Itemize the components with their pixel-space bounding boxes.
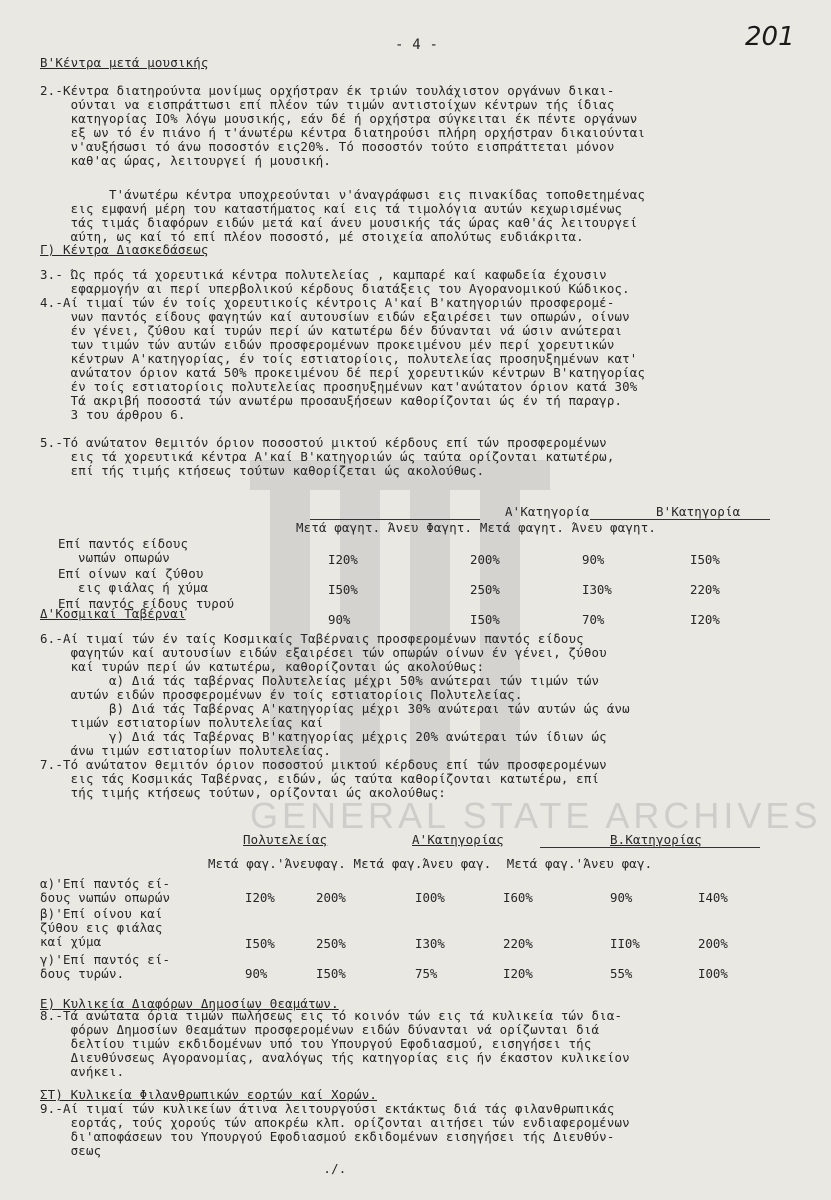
text-line: ./. — [40, 1161, 347, 1176]
table7-cell: I50% — [245, 936, 275, 951]
text-line: έν γένει, ζύθου καί τυρών περί ών κατωτέρω δέν δύνανται νά ώσιν ανώτεραι — [40, 323, 623, 338]
table5-cell: I50% — [328, 582, 358, 597]
table5-group-b: Β'Κατηγορία — [656, 504, 741, 519]
table7-row-label: α)'Επί παντός εί- — [40, 876, 171, 891]
text-line: 7.-Τό ανώτατον θεμιτόν όριον ποσοστού μικτού κέρδους επί τών προσφερομένων — [40, 757, 607, 772]
table7-cell: 200% — [316, 890, 346, 905]
text-line: Τ'άνωτέρω κέντρα υποχρεούνται ν'άναγράφωσι εις πινακίδας τοποθετημένας — [40, 187, 646, 202]
table5-cell: 220% — [690, 582, 720, 597]
table7-row-label: β)'Επί οίνου καί — [40, 906, 163, 921]
text-line: ν'αυξήσωσι τό άνω ποσοστόν εις20%. Τό ποσοστόν τούτο εισπράττεται μόνον — [40, 139, 615, 154]
text-line: 9.-Αί τιμαί τών κυλικείων άτινα λειτουργούσι εκτάκτως διά τάς φιλανθρωπικάς — [40, 1101, 615, 1116]
section-heading: Δ'Κοσμικαί Ταβέρναι — [40, 606, 186, 621]
table7-row-label: γ)'Επί παντός εί- — [40, 952, 171, 967]
table5-cell: 70% — [582, 612, 605, 627]
table7-col-headers: Μετά φαγ.'Άνευφαγ. Μετά φαγ.Άνευ φαγ. Μετά φαγ.'Άνευ φαγ. — [208, 856, 653, 871]
text-line: κέντρων Α'κατηγορίας, έν τοίς εστιατορίοις, πολυτελείας προσηυξημένων κατ' — [40, 351, 638, 366]
text-line: εις εμφανή μέρη του καταστήματος καί εις τά τιμολόγια αυτών κεχωρισμένως — [40, 201, 623, 216]
text-line: 2.-Κέντρα διατηρούντα μονίμως ορχήστραν έκ τριών τουλάχιστον οργάνων δικαι- — [40, 83, 615, 98]
text-line: δελτίου τιμών εκδιδομένων υπό του Υπουργού Εφοδιασμού, εισηγήσει τής — [40, 1036, 592, 1051]
table5-cell: 90% — [582, 552, 605, 567]
text-line: φόρων Δημοσίων Θεαμάτων προσφερομένων ειδών δύνανται νά ορίζωνται διά — [40, 1022, 600, 1037]
text-line: έν τοίς εστιατορίοις πολυτελείας προσηυξημένων κατ'ανώτατον όριον κατά 30% — [40, 379, 638, 394]
table5-col-headers: Μετά φαγητ. Άνευ Φαγητ. Μετά φαγητ. Άνευ φαγητ. — [296, 520, 657, 535]
table7-cell: 250% — [316, 936, 346, 951]
text-line: κατηγορίας ΙΟ% λόγω μουσικής, εάν δέ ή ορχήστρα σύγκειται έκ πέντε οργάνων — [40, 111, 638, 126]
text-line: άνω τιμών εστιατορίων πολυτελείας. — [40, 743, 332, 758]
text-line: αύτη, ως καί τό επί πλέον ποσοστό, μέ στοιχεία απολύτως ευδιάκριτα. — [40, 229, 584, 244]
table7-group-luxury: Πολυτελείας — [243, 832, 328, 847]
text-line: σεως — [40, 1143, 102, 1158]
text-line: 5.-Τό ανώτατον θεμιτόν όριον ποσοστού μικτού κέρδους επί τών προσφερομένων — [40, 435, 607, 450]
text-line: β) Διά τάς Ταβέρνας Α'κατηγορίας μέχρι 30% ανώτεραι τών αυτών ώς άνω — [40, 701, 630, 716]
table5-group-a: Α'Κατηγορία — [505, 504, 590, 519]
text-line: εις τά χορευτικά κέντρα Α'καί Β'κατηγοριών ώς ταύτα ορίζονται κατωτέρω, — [40, 449, 615, 464]
table7-rule — [540, 847, 760, 848]
text-line: Τά ακριβή ποσοστά τών ανωτέρω προσαυξήσεων καθορίζονται ώς έν τή παραγρ. — [40, 393, 623, 408]
table7-cell: 75% — [415, 966, 438, 981]
table7-cell: I40% — [698, 890, 728, 905]
handwritten-page-number: 201 — [745, 22, 795, 52]
text-line: ούνται να εισπράττωσι επί πλέον τών τιμών αντιστοίχων κέντρων τής ίδιας — [40, 97, 615, 112]
table7-cell: 220% — [503, 936, 533, 951]
table5-cell: 250% — [470, 582, 500, 597]
text-line: των τιμών τών αυτών ειδών προσφερομένων προκειμένου μέν περί χορευτικών — [40, 337, 615, 352]
table7-cell: I00% — [415, 890, 445, 905]
text-line: νων παντός είδους φαγητών καί αυτουσίων ειδών εξαιρέσει των οπωρών, οίνων — [40, 309, 630, 324]
table7-cell: 55% — [610, 966, 633, 981]
table7-cell: 90% — [610, 890, 633, 905]
text-line: εις τάς Κοσμικάς Ταβέρνας, ειδών, ώς ταύτα καθορίζονται κατωτέρω, επί — [40, 771, 600, 786]
table7-row-label: ζύθου εις φιάλας — [40, 920, 163, 935]
text-line: α) Διά τάς ταβέρνας Πολυτελείας μέχρι 50% ανώτεραι τών τιμών τών — [40, 673, 600, 688]
section-heading: B'Κέντρα μετά μουσικής — [40, 55, 209, 70]
table7-row-label: καί χύμα — [40, 934, 102, 949]
table7-cell: I00% — [698, 966, 728, 981]
table5-row-label: Επί παντός είδους — [58, 536, 189, 551]
text-line: ανήκει. — [40, 1064, 125, 1079]
table7-group-b: Β.Κατηγορίας — [610, 832, 702, 847]
table7-cell: I50% — [316, 966, 346, 981]
table5-row-label-cont: νωπών οπωρών — [78, 550, 170, 565]
table5-cell: I30% — [582, 582, 612, 597]
table5-row-label: Επί οίνων καί ζύθου — [58, 566, 204, 581]
table7-cell: I60% — [503, 890, 533, 905]
table7-row-label: δους τυρών. — [40, 966, 125, 981]
page-number: - 4 - — [395, 37, 439, 53]
text-line: αυτών ειδών προσφερομένων έν τοίς εστιατορίοις Πολυτελείας. — [40, 687, 523, 702]
table7-cell: 90% — [245, 966, 268, 981]
table5-cell: I20% — [328, 552, 358, 567]
text-line: 3 του άρθρου 6. — [40, 407, 186, 422]
section-heading: Γ) Κέντρα Διασκεδάσεως — [40, 242, 209, 257]
table7-group-a: Α'Κατηγορίας — [412, 832, 504, 847]
table7-cell: II0% — [610, 936, 640, 951]
table5-cell: I50% — [470, 612, 500, 627]
text-line: 3.- Ώς πρός τά χορευτικά κέντρα πολυτελείας , καμπαρέ καί καφωδεία έχουσιν — [40, 267, 607, 282]
text-line: τής τιμής κτήσεως τούτων, ορίζονται ώς ακολούθως: — [40, 785, 446, 800]
table5-cell: 200% — [470, 552, 500, 567]
text-line: εορτάς, τούς χορούς τών αποκρέω κλπ. ορίζονται αιτήσει τών ενδιαφερομένων — [40, 1115, 630, 1130]
table5-cell: I50% — [690, 552, 720, 567]
text-line: Διευθύνσεως Αγορανομίας, αναλόγως τής κατηγορίας εις ήν έκαστον κυλικείον — [40, 1050, 630, 1065]
text-line: εφαρμογήν αι περί υπερβολικού κέρδους διατάξεις του Αγορανομικού Κώδικος. — [40, 281, 630, 296]
section-heading: Ε) Κυλικεία Διαφόρων Δημοσίων Θεαμάτων. — [40, 996, 339, 1011]
text-line: 6.-Αί τιμαί τών έν ταίς Κοσμικαίς Ταβέρναις προσφερομένων παντός είδους — [40, 631, 584, 646]
text-line: τιμών εστιατορίων πολυτελείας καί — [40, 715, 324, 730]
text-line: εξ ων τό έν πιάνο ή τ'άνωτέρω κέντρα διατηρούσι πλήρη ορχήστραν δικαιούνται — [40, 125, 646, 140]
table7-cell: 200% — [698, 936, 728, 951]
table7-cell: I20% — [503, 966, 533, 981]
section-heading: ΣΤ) Κυλικεία Φιλανθρωπικών εορτών καί Χορών. — [40, 1087, 378, 1102]
text-line: δι'αποφάσεων του Υπουργού Εφοδιασμού εκδιδομένων εισηγήσει τής Διευθύν- — [40, 1129, 615, 1144]
table5-cell: 90% — [328, 612, 351, 627]
text-line: τάς τιμάς διαφόρων ειδών μετά καί άνευ μουσικής τάς ώρας καθ'άς λειτουργεί — [40, 215, 638, 230]
table7-cell: I30% — [415, 936, 445, 951]
archive-watermark-text: GENERAL STATE ARCHIVES — [250, 795, 822, 836]
text-line: καί τυρών περί ών κατωτέρω, καθορίζονται ώς ακολούθως: — [40, 659, 485, 674]
table7-row-label: δους νωπών οπωρών — [40, 890, 171, 905]
text-line: 8.-Τά ανώτατα όρια τιμών πωλήσεως εις τό κοινόν τών εις τά κυλικεία τών δια- — [40, 1008, 623, 1023]
text-line: φαγητών καί αυτουσίων ειδών εξαιρέσει τών οπωρών οίνων έν γένει, ζύθου — [40, 645, 607, 660]
text-line: ανώτατον όριον κατά 50% προκειμένου δέ περί χορευτικών κέντρων Β'κατηγορίας — [40, 365, 646, 380]
text-line: καθ'ας ώρας, λειτουργεί ή μουσική. — [40, 153, 332, 168]
table5-row-label: Επί παντός είδους τυρού — [58, 596, 235, 611]
text-line: 4.-Αί τιμαί τών έν τοίς χορευτικοίς κέντροις Α'καί Β'κατηγοριών προσφερομέ- — [40, 295, 615, 310]
table7-cell: I20% — [245, 890, 275, 905]
table5-row-label-cont: εις φιάλας ή χύμα — [78, 580, 209, 595]
table5-cell: I20% — [690, 612, 720, 627]
text-line: γ) Διά τάς Ταβέρνας Β'κατηγορίας μέχρις 20% ανώτεραι τών ίδιων ώς — [40, 729, 607, 744]
text-line: επί τής τιμής κτήσεως τούτων καθορίζεται ώς ακολούθως. — [40, 463, 485, 478]
